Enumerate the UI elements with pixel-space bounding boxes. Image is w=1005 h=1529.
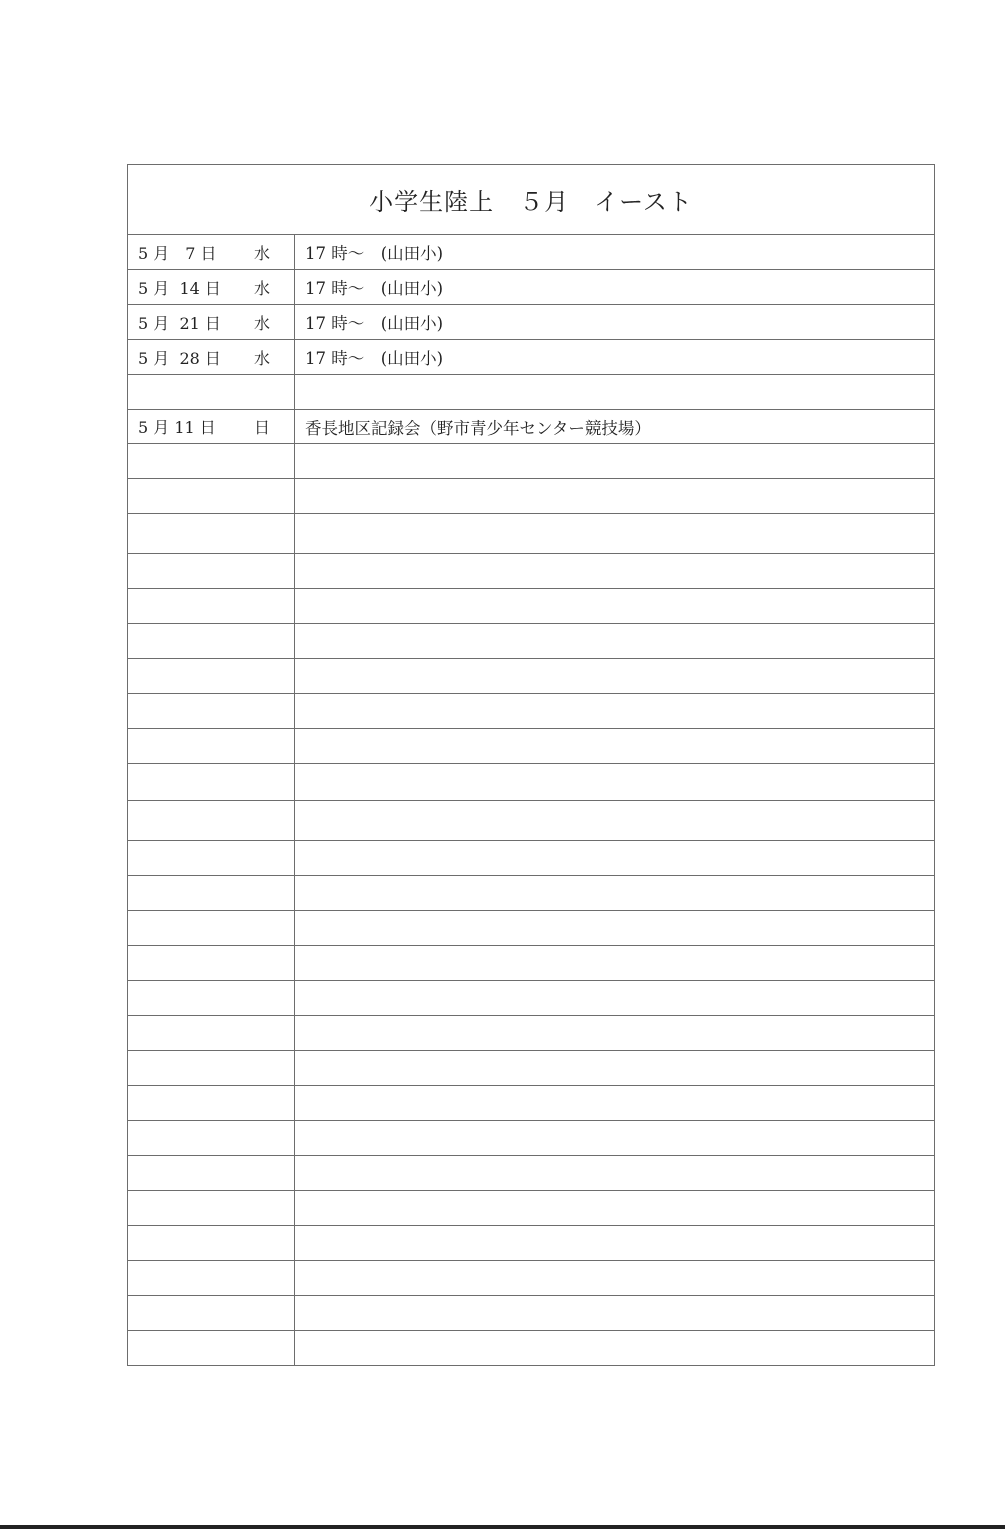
description-cell — [295, 1261, 934, 1295]
date-cell — [128, 659, 295, 693]
table-row — [128, 946, 934, 981]
date-cell — [128, 946, 295, 980]
date-cell — [128, 589, 295, 623]
date-text: 5 月 14 日 — [138, 278, 221, 298]
table-row — [128, 694, 934, 729]
date-cell — [128, 694, 295, 728]
date-cell — [128, 801, 295, 840]
table-row — [128, 1331, 934, 1365]
description-cell: 17 時～ (山田小) — [305, 244, 444, 263]
description-cell — [295, 1016, 934, 1050]
date-cell — [128, 444, 295, 478]
table-row — [128, 764, 934, 801]
weekday-text: 水 — [254, 313, 271, 333]
description-cell — [295, 1086, 934, 1120]
table-row — [128, 305, 934, 340]
date-cell — [128, 305, 295, 339]
date-cell — [128, 1261, 295, 1295]
table-row — [128, 410, 934, 444]
table-row — [128, 659, 934, 694]
table-row — [128, 801, 934, 841]
description-cell — [295, 444, 934, 478]
table-row — [128, 479, 934, 514]
date-cell — [128, 514, 295, 553]
date-cell — [128, 1296, 295, 1330]
description-cell — [295, 375, 934, 409]
description-cell — [295, 801, 934, 840]
description-cell — [295, 911, 934, 945]
date-cell — [128, 1226, 295, 1260]
date-cell — [128, 876, 295, 910]
table-row — [128, 1121, 934, 1156]
table-row — [128, 235, 934, 270]
weekday-text: 水 — [254, 243, 271, 263]
date-cell — [128, 1156, 295, 1190]
date-cell — [128, 1086, 295, 1120]
description-cell — [295, 1296, 934, 1330]
date-text: 5 月 7 日 — [138, 243, 217, 263]
date-cell — [128, 340, 295, 374]
table-row — [128, 876, 934, 911]
table-row — [128, 1156, 934, 1191]
description-cell — [295, 1226, 934, 1260]
table-row — [128, 1051, 934, 1086]
description-cell: 17 時～ (山田小) — [305, 314, 444, 333]
description-cell — [295, 841, 934, 875]
table-row — [128, 1191, 934, 1226]
table-row — [128, 1226, 934, 1261]
description-cell — [295, 479, 934, 513]
table-row — [128, 981, 934, 1016]
date-text: 5 月 11 日 — [138, 418, 216, 437]
date-cell — [128, 729, 295, 763]
date-cell — [128, 375, 295, 409]
description-cell — [295, 1121, 934, 1155]
date-text: 5 月 28 日 — [138, 348, 221, 368]
description-cell — [295, 694, 934, 728]
date-cell — [128, 1121, 295, 1155]
description-cell: 香長地区記録会（野市青少年センター競技場） — [305, 418, 651, 438]
table-row — [128, 1261, 934, 1296]
date-cell — [128, 624, 295, 658]
date-cell — [128, 270, 295, 304]
date-cell — [128, 479, 295, 513]
date-cell — [128, 1051, 295, 1085]
table-row — [128, 589, 934, 624]
description-cell — [295, 624, 934, 658]
description-cell — [295, 659, 934, 693]
table-row — [128, 841, 934, 876]
date-text: 5 月 21 日 — [138, 313, 221, 333]
description-cell — [295, 764, 934, 800]
description-cell — [295, 589, 934, 623]
date-cell — [128, 841, 295, 875]
date-cell — [128, 235, 295, 269]
weekday-text: 水 — [254, 348, 271, 368]
description-cell — [295, 554, 934, 588]
weekday-text: 日 — [254, 418, 271, 437]
table-row — [128, 1086, 934, 1121]
table-row — [128, 911, 934, 946]
date-cell — [128, 911, 295, 945]
page-title: 小学生陸上 ５月 イースト — [128, 165, 934, 235]
table-row — [128, 554, 934, 589]
date-cell — [128, 1016, 295, 1050]
table-row — [128, 1016, 934, 1051]
date-cell — [128, 1331, 295, 1365]
date-cell — [128, 764, 295, 800]
table-row — [128, 729, 934, 764]
schedule-rows — [128, 235, 934, 1365]
description-cell — [295, 729, 934, 763]
description-cell — [295, 1191, 934, 1225]
table-row — [128, 375, 934, 410]
table-row — [128, 624, 934, 659]
description-cell: 17 時～ (山田小) — [305, 279, 444, 298]
description-cell: 17 時～ (山田小) — [305, 349, 444, 368]
description-cell — [295, 1051, 934, 1085]
description-cell — [295, 981, 934, 1015]
description-cell — [295, 876, 934, 910]
description-cell — [295, 1331, 934, 1365]
date-cell — [128, 410, 295, 443]
description-cell — [295, 514, 934, 553]
bottom-edge-bar — [0, 1525, 1005, 1529]
date-cell — [128, 981, 295, 1015]
table-row — [128, 1296, 934, 1331]
table-row — [128, 270, 934, 305]
table-row — [128, 444, 934, 479]
description-cell — [295, 946, 934, 980]
table-row — [128, 514, 934, 554]
date-cell — [128, 1191, 295, 1225]
date-cell — [128, 554, 295, 588]
description-cell — [295, 1156, 934, 1190]
table-row — [128, 340, 934, 375]
weekday-text: 水 — [254, 278, 271, 298]
schedule-table — [127, 164, 935, 1366]
